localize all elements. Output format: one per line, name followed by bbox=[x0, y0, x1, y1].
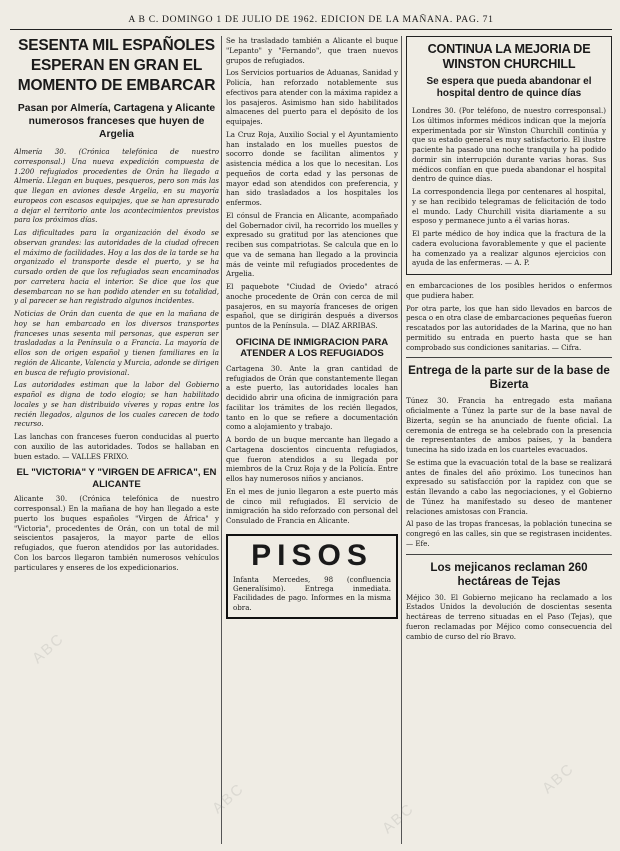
article-paragraph: La correspondencia llega por centenares al hospital, y se han recibido telegramas de felicitación de todo el mundo. Lady Churchill visita diariamente a su esposo y permanece junto a él varias horas. bbox=[412, 187, 606, 226]
column-3 bbox=[406, 36, 612, 846]
headline-refugees: SESENTA MIL ESPAÑOLES ESPERAN EN GRAN EL MOMENTO DE EMBARCAR bbox=[17, 37, 216, 94]
article-paragraph: Las dificultades para la organización del éxodo se observan grandes: las autoridades de la ciudad ofrecen el máximo de facilidades. Hoy a las dos de la tarde se ha organizado el transporte desde el puerto, y se ha cursado orden de que los refugiados sean encaminados por carretera hacia el interior. Se dice que los que desembarcan no se han podido atender en su totalidad, y al parecer se han registrado algunos incidentes. bbox=[14, 228, 219, 306]
article-paragraph: El paquebote "Ciudad de Oviedo" atracó anoche procedente de Orán con cerca de mil pasajeros, en su mayoría franceses de origen español, que se dirigirán después a diversos puntos de la Península. — DIAZ ARRIBAS. bbox=[226, 282, 398, 330]
watermark: ABC bbox=[379, 799, 418, 838]
article-paragraph: Méjico 30. El Gobierno mejicano ha reclamado a los Estados Unidos la devolución de doscientas sesenta hectáreas de terreno situadas en el Paso (Tejas), que fueron reclamadas por Méjico como consecuencia del cambio de curso del río Bravo. bbox=[406, 592, 612, 641]
article-paragraph: Se estima que la evacuación total de la base se realizará antes de finales del año próximo. Los tunecinos han expresado su satisfacción por la rapidez con que se están llevando a cabo las negociaciones, y el Gobierno de Túnez ha manifestado su deseo de mantener relaciones amistosas con Francia. bbox=[406, 457, 612, 516]
article-paragraph: Se ha trasladado también a Alicante el buque "Lepanto" y "Fernando", que traen nuevos grupos de refugiados. bbox=[226, 36, 398, 65]
article-paragraph: Noticias de Orán dan cuenta de que en la mañana de hoy se han embarcado en los diversos transportes franceses unas sesenta mil personas, que esperan ser trasladadas a la Península o a Francia. La mayoría de ellos son de origen español y tienen familiares en la región de Alicante, Valencia y Murcia, adonde se dirigen en busca de refugio provisional. bbox=[14, 309, 219, 377]
watermark: ABC bbox=[539, 759, 578, 798]
watermark: ABC bbox=[29, 629, 68, 668]
article-paragraph: Los Servicios portuarios de Aduanas, Sanidad y Policía, han reforzado notablemente sus efectivos para atender con la máxima rapidez a los pasajeros. Asimismo han sido habilitados almacenes del puerto para el depósito de los equipajes. bbox=[226, 68, 398, 126]
churchill-box bbox=[406, 36, 612, 275]
article-paragraph: En el mes de junio llegaron a este puerto más de cinco mil refugiados. El servicio de inmigración ha sido reforzado con personal del Consulado de Francia en Alicante. bbox=[226, 486, 398, 525]
headline-churchill: CONTINUA LA MEJORIA DE WINSTON CHURCHILL bbox=[427, 42, 591, 71]
pisos-title: PISOS bbox=[251, 538, 373, 572]
watermark: ABC bbox=[209, 779, 248, 818]
article-paragraph: Cartagena 30. Ante la gran cantidad de refugiados de Orán que constantemente llegan a este puerto, las autoridades locales han decidido abrir una oficina de inmigración para facilitar los trámites de los recién llegados, tanto en lo que se refiere a documentación como a alojamiento y trabajo. bbox=[226, 363, 398, 432]
article-paragraph: Londres 30. (Por teléfono, de nuestro corresponsal.) Los últimos informes médicos indican que la mejoría experimentada por sir Winston Churchill continúa y que su estado general es muy satisfactorio. El ilustre paciente ha pasado una noche tranquila y ha podido dormir sin interrupción durante varias horas. Sus médicos confían en que pueda abandonar el hospital dentro de quince días. bbox=[412, 106, 606, 184]
column-rule-2 bbox=[401, 36, 402, 844]
section-heading-alicante: EL "VICTORIA" Y "VIRGEN DE AFRICA", EN ALICANTE bbox=[16, 467, 217, 490]
column-1 bbox=[14, 36, 219, 846]
subhead-churchill: Se espera que pueda abandonar el hospital dentro de quince días bbox=[426, 76, 592, 99]
article-lead: Almería 30. (Crónica telefónica de nuestro corresponsal.) Una nueva expedición compuesta de 1.200 refugiados procedentes de Orán ha llegado a Almería. Llegan en buques, pesqueros, pero son más las que llegan en aviones desde Argelia, en su mayoría europeos con escasos equipajes, que se han apresurado a dejar el territorio ante los acontecimientos previstos para los próximos días. bbox=[14, 147, 219, 225]
divider bbox=[406, 357, 612, 358]
article-paragraph: Las autoridades estiman que la labor del Gobierno español es digna de todo elogio; se han habilitado locales y se han distribuido víveres y ropas entre los recién llegados, algunos de los cuales carecen de todo recurso. bbox=[14, 380, 219, 429]
divider bbox=[406, 554, 612, 555]
column-rule-1 bbox=[221, 36, 222, 844]
article-paragraph: Al paso de las tropas francesas, la población tunecina se congregó en las calles, sin que se registrasen incidentes. — Efe. bbox=[406, 519, 612, 548]
article-paragraph: A bordo de un buque mercante han llegado a Cartagena doscientos cincuenta refugiados, que fueron atendidos a su llegada por miembros de la Cruz Roja y de la Policía. Entre ellos hay numerosos niños y ancianos. bbox=[226, 435, 398, 483]
pisos-text: Infanta Mercedes, 98 (confluencia Generalísimo). Entrega inmediata. Facilidades de pago. Informes en la misma obra. bbox=[233, 574, 391, 612]
article-paragraph: El parte médico de hoy indica que la fractura de la cadera evoluciona favorablemente y que el paciente ha comenzado ya a realizar algunos ejercicios con ayuda de las enfermeras. — A. P. bbox=[412, 229, 606, 268]
article-paragraph: Por otra parte, los que han sido llevados en barcos de pesca o en otra clase de embarcaciones pequeñas fueron rescatados por las autoridades de la Marina, que no han permitido su entrada en puerto hasta que se han comprobado sus condiciones sanitarias. — Cifra. bbox=[406, 303, 612, 352]
masthead: A B C. DOMINGO 1 DE JULIO DE 1962. EDICION DE LA MAÑANA. PAG. 71 bbox=[10, 6, 612, 30]
article-paragraph: La Cruz Roja, Auxilio Social y el Ayuntamiento han instalado en los muelles puestos de socorro donde se facilitan alimentos y asistencia médica a los que lo necesitan. Los pequeños de corta edad y las personas de mayor edad son atendidos con preferencia, y han sido trasladados a los hospitales los enfermos. bbox=[226, 129, 398, 207]
article-paragraph: Túnez 30. Francia ha entregado esta mañana oficialmente a Túnez la parte sur de la base naval de Bizerta, según se ha anunciado de fuente oficial. La ceremonia de entrega se ha celebrado con la presencia de representantes de ambos países, y la bandera tunecina ha sido izada en los cuarteles evacuados. bbox=[406, 396, 612, 454]
headline-bizerta: Entrega de la parte sur de la base de Bizerta bbox=[408, 364, 610, 392]
article-paragraph: El cónsul de Francia en Alicante, acompañado del Gobernador civil, ha recorrido los muelles y expresado su gratitud por las atenciones que reciben sus compatriotas. Se calcula que en lo que va de semana han llegado a la provincia más de veinte mil refugiados procedentes de Argelia. bbox=[226, 210, 398, 279]
headline-mexico: Los mejicanos reclaman 260 hectáreas de Tejas bbox=[430, 560, 588, 588]
article-paragraph: en embarcaciones de los posibles heridos o enfermos que pudiera haber. bbox=[406, 281, 612, 300]
article-paragraph: Las lanchas con franceses fueron conducidas al puerto con auxilio de las autoridades. Todos se hallaban en buen estado. — VALLES FRIXO. bbox=[14, 432, 219, 461]
section-heading-immigration: OFICINA DE INMIGRACION PARA ATENDER A LOS REFUGIADOS bbox=[235, 336, 389, 360]
subhead-refugees: Pasan por Almería, Cartagena y Alicante numerosos franceses que huyen de Argelia bbox=[17, 103, 216, 140]
pisos-advertisement bbox=[226, 534, 398, 619]
article-paragraph: Alicante 30. (Crónica telefónica de nuestro corresponsal.) En la mañana de hoy han llegado a este puerto los buques españoles "Virgen de África" y "Victoria", procedentes de Orán, con un total de mil seiscientos pasajeros, la mayor parte de ellos refugiados, que fueron atendidos por las autoridades. Con los barcos llegaron también numerosos vehículos particulares y enseres de los expedicionarios. bbox=[14, 494, 219, 572]
column-2 bbox=[226, 36, 398, 846]
